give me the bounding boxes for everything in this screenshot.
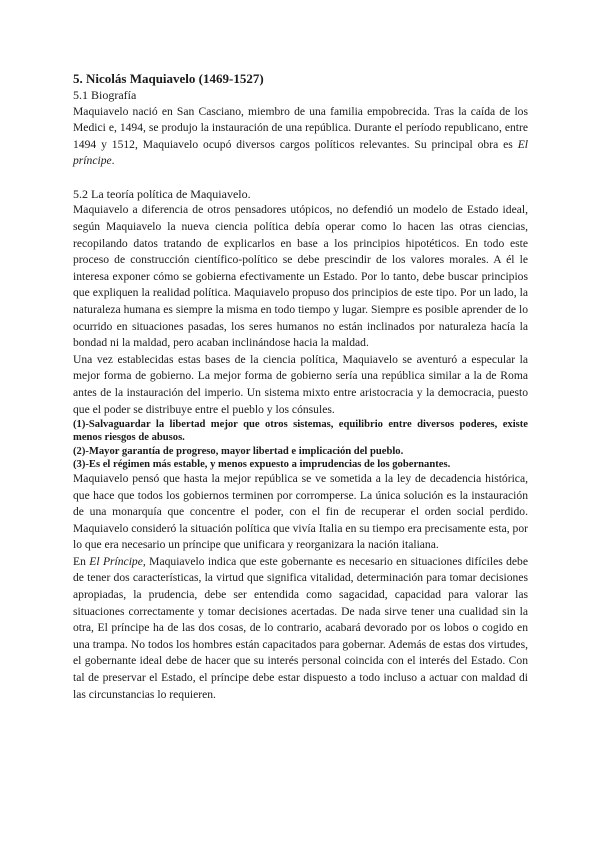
teoria-paragraph-4: [73, 554, 528, 703]
list-item-1: (1)-Salvaguardar la libertad mejor que otros sistemas, equilibrio entre diversos poderes, existe menos riesgos de abusos.: [73, 419, 528, 444]
p4-text: Maquiavelo indica que este gobernante es necesario en situaciones difíciles debe de tener dos características, la virtud que significa vitalidad, determinación para tomar decisiones apropiadas, la prudencia, debe ser entendida como sagacidad, capacidad para valorar las situaciones correctamente y tomar decisiones acertadas. De nada sirve tener una cualidad sin la otra, El príncipe ha de las dos cosas, de lo contrario, acabará devorado por os lobos o cogido en una trampa. No todos los hombres están capacitados para gobernar. Además de estas dos virtudes, el gobernante ideal debe de hacer que su interés personal coincida con el interés del Estado. Con tal de preservar el Estado, el príncipe debe estar dispuesto a todo incluso a actuar con maldad di las circunstancias lo requieren.: [73, 554, 528, 701]
list-item-3: (3)-Es el régimen más estable, y menos expuesto a imprudencias de los gobernantes.: [73, 458, 451, 470]
list-item-2: (2)-Mayor garantía de progreso, mayor libertad e implicación del pueblo.: [73, 445, 404, 457]
biografia-paragraph: [73, 104, 528, 170]
work-title-2: El Príncipe,: [89, 554, 146, 568]
subsection-heading-teoria: 5.2 La teoría política de Maquiavelo.: [73, 186, 251, 201]
biografia-end: .: [111, 154, 115, 168]
section-title: 5. Nicolás Maquiavelo (1469-1527): [73, 71, 264, 86]
teoria-paragraph-3: Maquiavelo pensó que hasta la mejor república se ve sometida a la ley de decadencia histórica, que hace que todos los gobiernos terminen por corromperse. La única solución es la instauración de una monarquía que concentre el poder, con el fin de recuperar el orden social perdido. Maquiavelo consideró la situación política que vivía Italia en su tiempo era precisamente esta, por lo que era necesario un príncipe que unificara y reorganizara la nación italiana.: [73, 471, 528, 552]
work-title: El príncipe: [73, 137, 528, 168]
subsection-heading-biografia: 5.1 Biografía: [73, 88, 137, 102]
biografia-text: Maquiavelo nació en San Casciano, miembro de una familia empobrecida. Tras la caída de los Medici e, 1494, se produjo la instauración de una república. Durante el período republicano, entre 1494 y 1512, Maquiavelo ocupó diversos cargos políticos relevantes. Su principal obra es: [73, 104, 528, 151]
p4-prefix: En: [73, 554, 90, 568]
teoria-paragraph-2: Una vez establecidas estas bases de la ciencia política, Maquiavelo se aventuró a especular la mejor forma de gobierno. La mejor forma de gobierno sería una república similar a la de Roma antes de la instauración del imperio. Un sistema mixto entre aristocracia y la democracia, puesto que el poder se distribuye entre el pueblo y los cónsules.: [73, 352, 528, 416]
teoria-paragraph-1: Maquiavelo a diferencia de otros pensadores utópicos, no defendió un modelo de Estado ideal, según Maquiavelo la nueva ciencia política debía operar como lo hacen las otras ciencias, recopilando datos tratando de explicarlos en base a los principios hipotéticos. En todo este proceso de construcción científico-político se debe prescindir de los valores morales. A él le interesa exponer cómo se gobierna efectivamente un Estado. Por lo tanto, debe buscar principios que expliquen la realidad política. Maquiavelo propuso dos principios de este tipo. Por un lado, la naturaleza humana es siempre la misma en todo tiempo y lugar. Siempre es posible aprender de lo ocurrido en situaciones pasadas, los seres humanos no están inclinados por naturaleza hacía la bondad ni la maldad, pero acaban inclinándose hacia la maldad.: [73, 203, 528, 350]
spacer: [73, 170, 528, 186]
